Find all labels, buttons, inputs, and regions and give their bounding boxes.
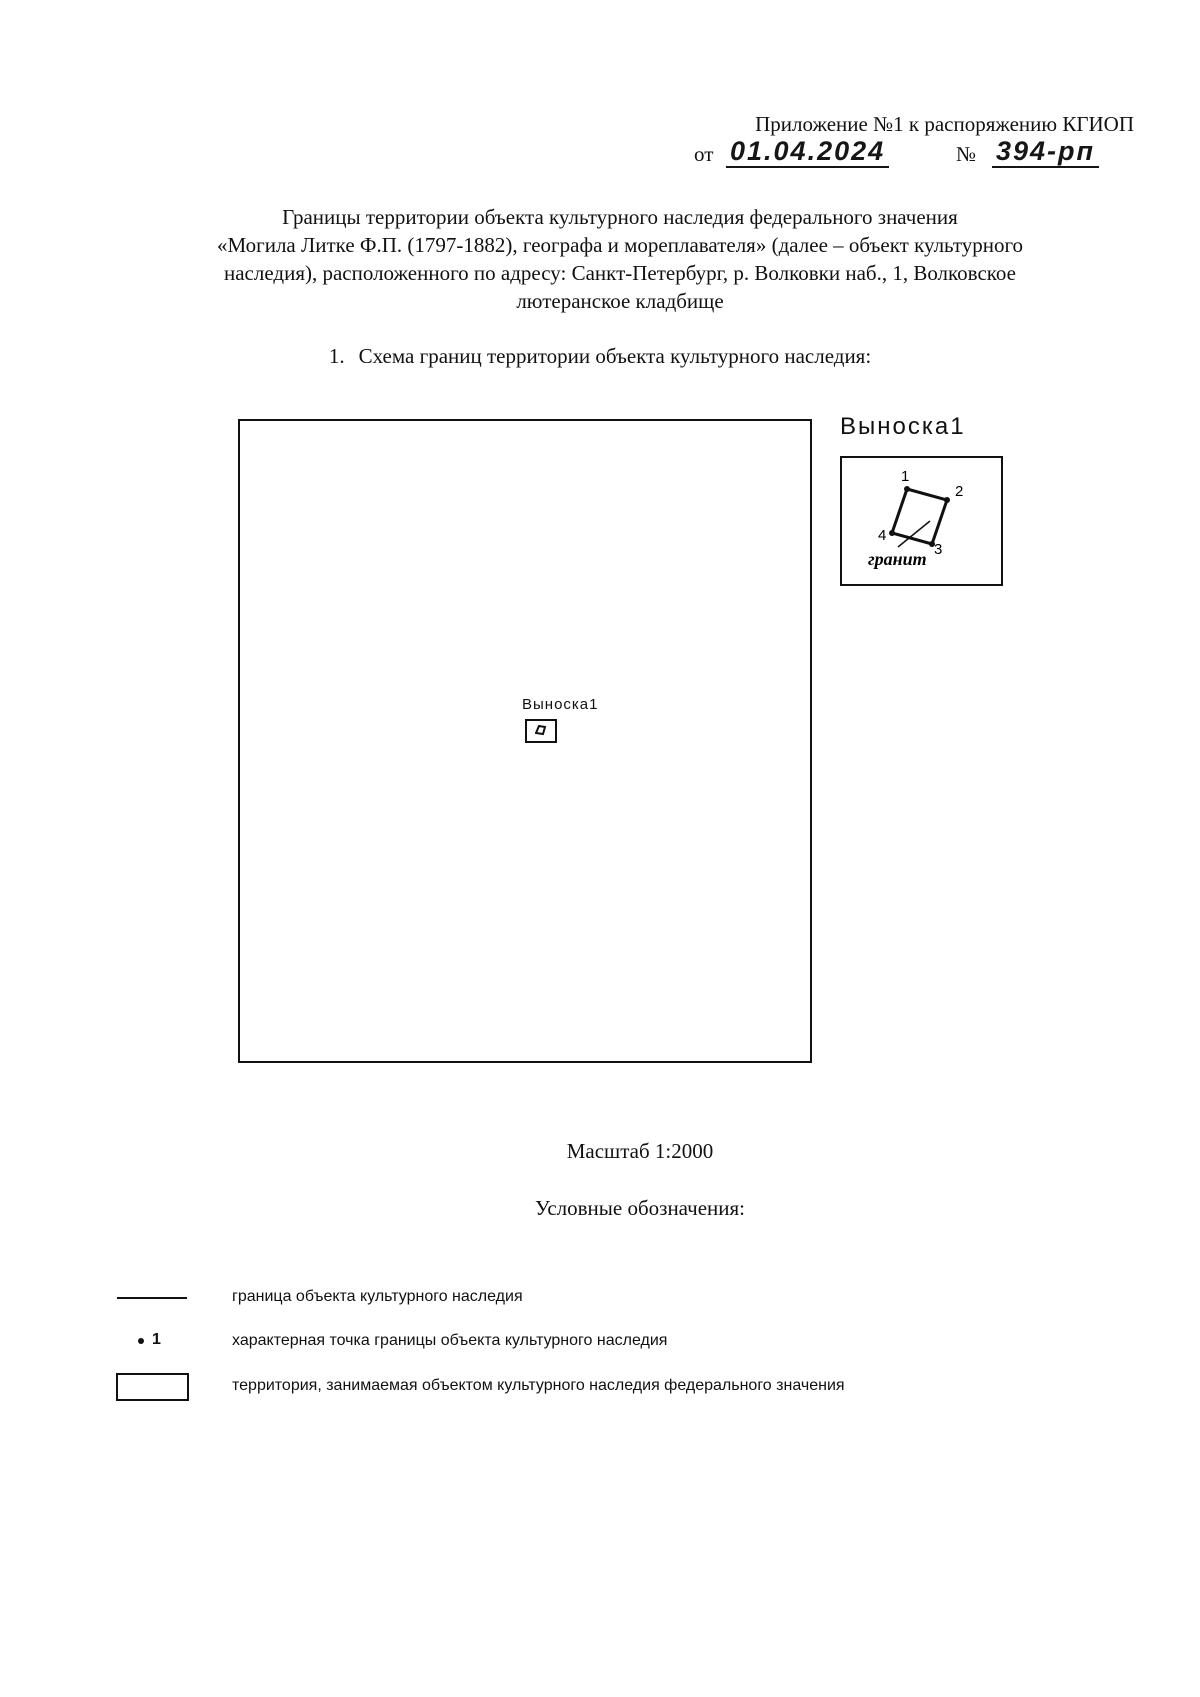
legend-item-territory — [0, 1373, 1200, 1403]
point-label: 1 — [901, 468, 910, 485]
legend-item-boundary — [0, 1284, 1200, 1314]
legend-item-text: территория, занимаемая объектом культурного наследия федерального значения — [232, 1377, 845, 1394]
legend-item-text: граница объекта культурного наследия — [232, 1288, 523, 1305]
title-line: наследия), расположенного по адресу: Санкт-Петербург, р. Волковки наб., 1, Волковское — [224, 261, 1016, 285]
document-title — [130, 203, 1110, 315]
point-label: 4 — [878, 527, 887, 544]
order-reference — [694, 136, 1134, 176]
map-scale: Масштаб 1:2000 — [566, 1139, 714, 1163]
boundary-point — [889, 530, 895, 536]
callout-diagram — [840, 456, 1003, 586]
legend-item-text: характерная точка границы объекта культурного наследия — [232, 1332, 668, 1349]
order-date: 01.04.2024 — [726, 136, 889, 168]
territory-box-symbol — [116, 1373, 189, 1401]
point-label: 3 — [934, 541, 943, 558]
schema-heading-number: 1. — [328, 344, 345, 368]
boundary-line-symbol — [117, 1297, 187, 1299]
callout-title: Выноска1 — [840, 413, 966, 440]
date-prefix: от — [694, 142, 714, 166]
point-symbol — [138, 1338, 144, 1344]
map-object-marker — [535, 725, 546, 736]
point-label: 2 — [955, 483, 964, 500]
title-line: Границы территории объекта культурного наследия федерального значения — [282, 205, 958, 229]
legend-title: Условные обозначения: — [534, 1196, 746, 1220]
map-callout-label: Выноска1 — [522, 696, 599, 713]
point-symbol-label: 1 — [152, 1331, 161, 1348]
object-boundary-polygon — [892, 489, 947, 544]
title-line: лютеранское кладбище — [516, 289, 724, 313]
boundary-point — [904, 486, 910, 492]
boundary-point — [944, 497, 950, 503]
schema-heading-text: Схема границ территории объекта культурного наследия: — [358, 344, 872, 368]
schema-heading — [0, 344, 1200, 369]
material-label: гранит — [868, 549, 927, 569]
legend-item-point — [0, 1328, 1200, 1358]
appendix-header: Приложение №1 к распоряжению КГИОП — [755, 112, 1134, 136]
number-prefix: № — [956, 142, 977, 166]
order-number: 394-рп — [992, 136, 1099, 168]
title-line: «Могила Литке Ф.П. (1797-1882), географа и мореплавателя» (далее – объект культурного — [216, 233, 1024, 257]
